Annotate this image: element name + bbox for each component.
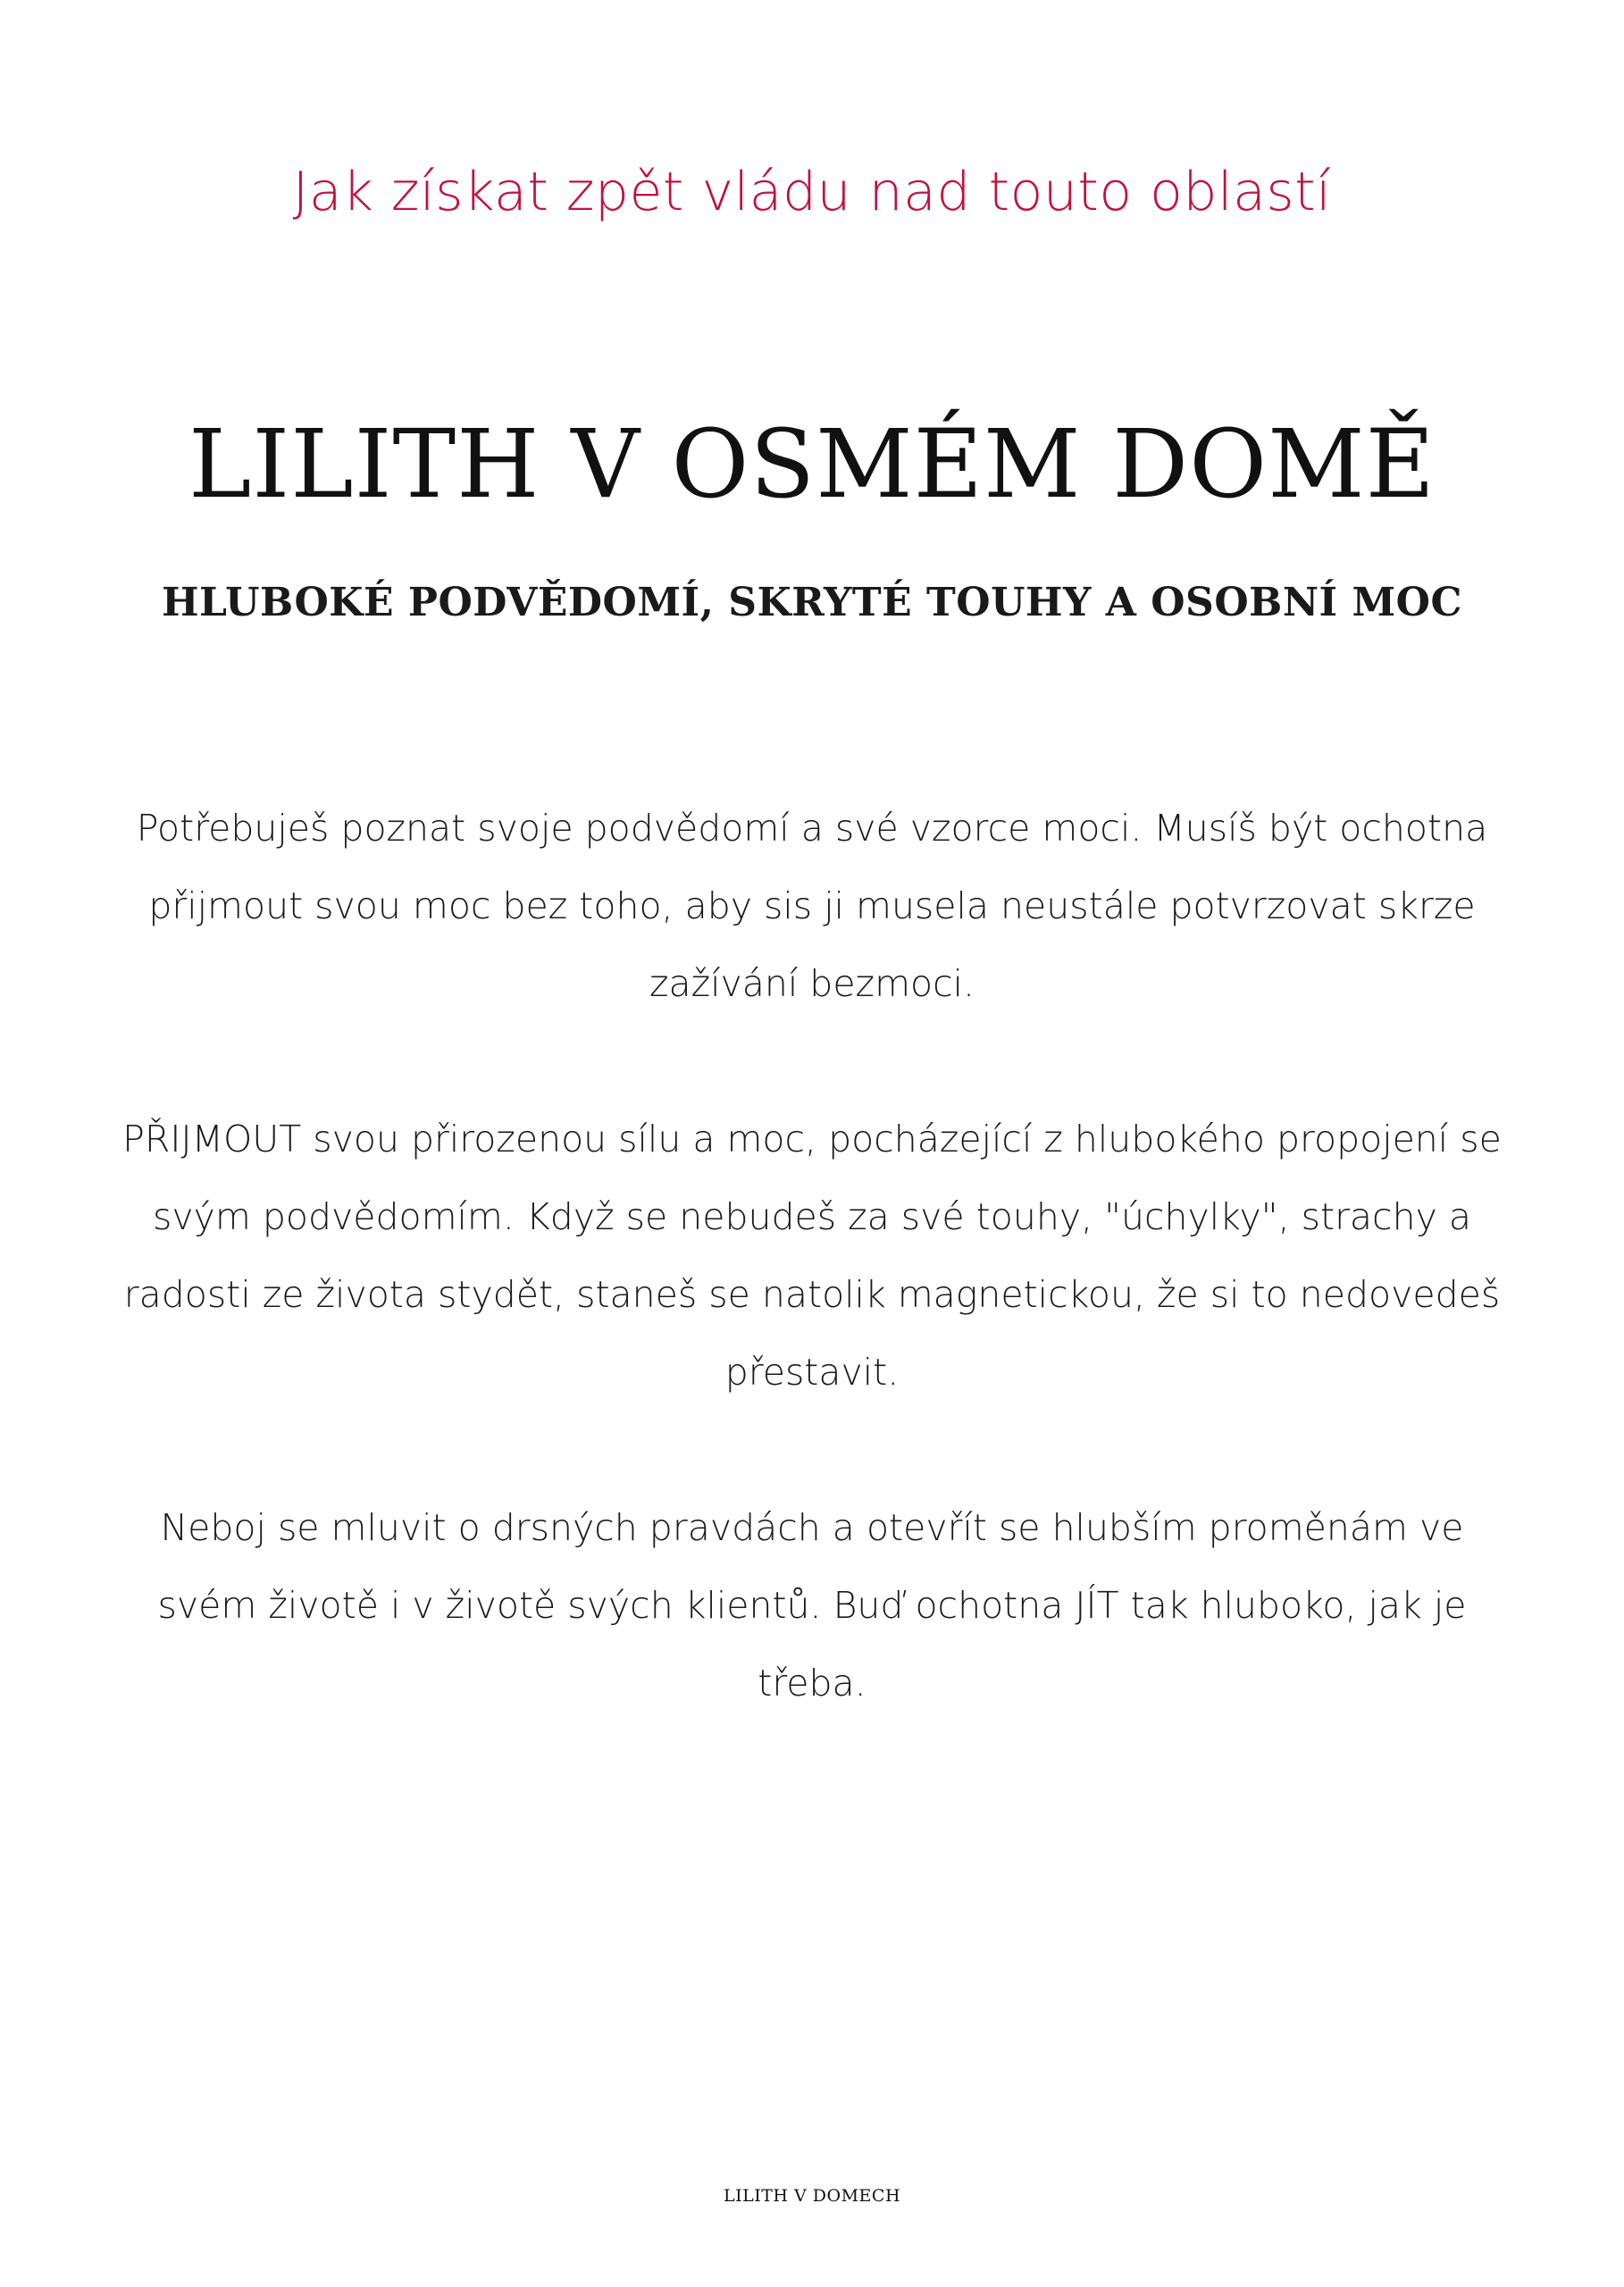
page-footer: LILITH V DOMECH xyxy=(723,2186,901,2206)
section-kicker: Jak získat zpět vládu nad touto oblastí xyxy=(292,161,1332,223)
paragraph: Neboj se mluvit o drsných pravdách a otevřít se hlubším proměnám ve svém životě i v životě svých klientů. Buď ochotna JÍT tak hluboko, jak je třeba. xyxy=(157,1506,1467,1705)
page-title: LILITH V OSMÉM DOMĚ xyxy=(188,409,1436,519)
paragraph: PŘIJMOUT svou přirozenou sílu a moc, pocházející z hlubokého propojení se svým podvědomím. Když se nebudeš za své touhy, "úchylky", strachy a radosti ze života stydět, staneš se natolik magnetickou, že si to nedovedeš přestavit. xyxy=(122,1118,1502,1394)
paragraph: Potřebuješ poznat svoje podvědomí a své vzorce moci. Musíš být ochotna přijmout svou moc bez toho, aby sis ji musela neustále potvrzovat skrze zažívání bezmoci. xyxy=(136,807,1488,1005)
page-subtitle: HLUBOKÉ PODVĚDOMÍ, SKRYTÉ TOUHY A OSOBNÍ MOC xyxy=(161,580,1463,625)
body-text xyxy=(107,790,1517,1800)
